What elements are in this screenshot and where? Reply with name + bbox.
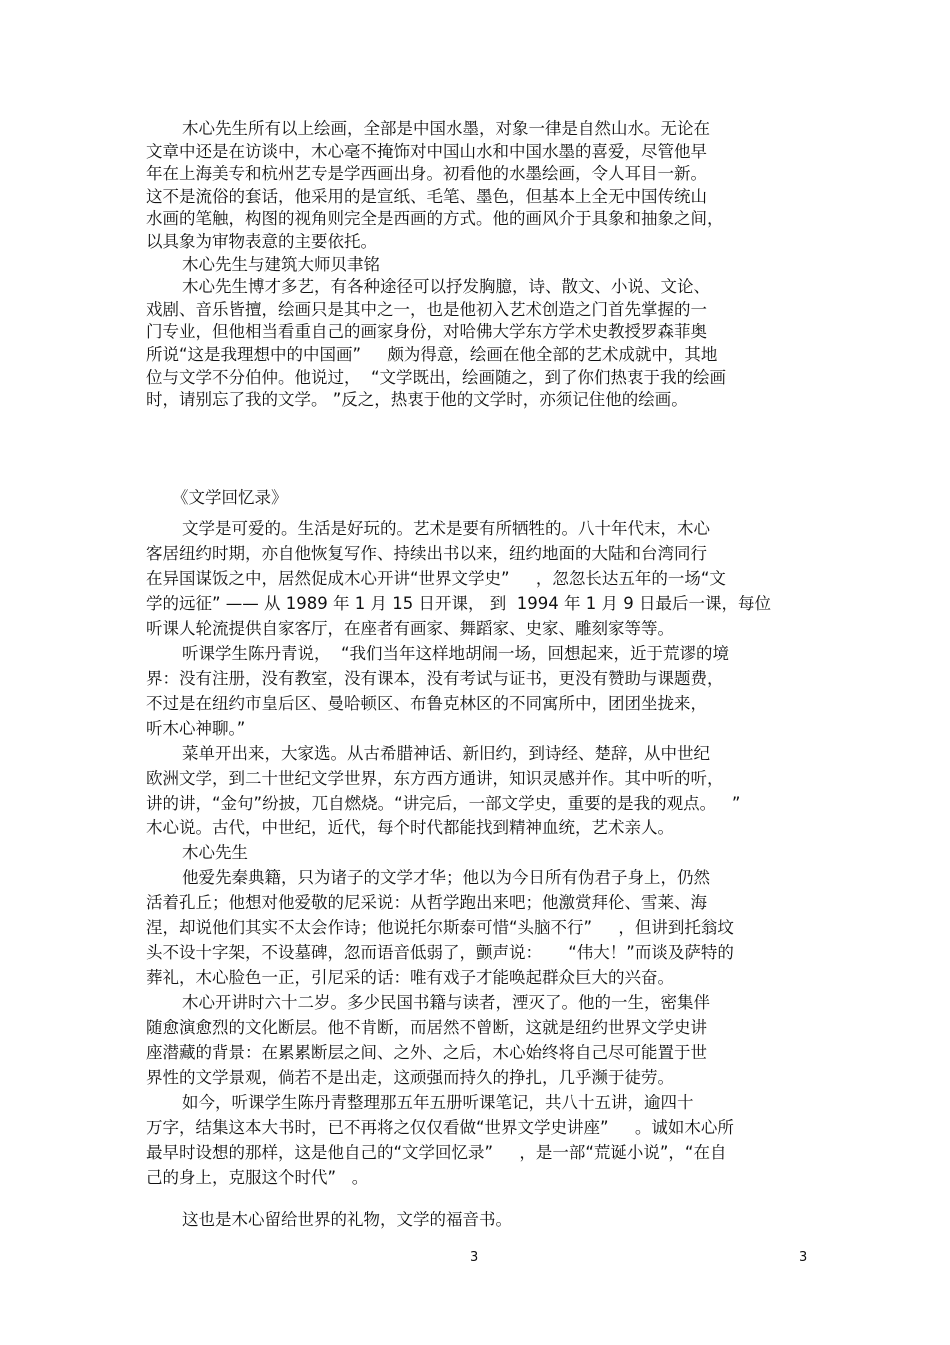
text-line: 涅，却说他们其实不太会作诗；他说托尔斯泰可惜“头脑不行” ，但讲到托翁坟 xyxy=(146,918,734,937)
page-number-right: 3 xyxy=(799,1250,808,1265)
text-line: 听木心神聊。” xyxy=(146,719,246,738)
text-line: 木心说。古代，中世纪，近代，每个时代都能找到精神血统，艺术亲人。 xyxy=(146,818,674,837)
text-line: 头不设十字架，不设墓碑，忽而语音低弱了，颤声说： “伟大！”而谈及萨特的 xyxy=(146,943,734,962)
text-line: 文学是可爱的。生活是好玩的。艺术是要有所牺牲的。八十年代末，木心 xyxy=(182,519,710,538)
text-line: 木心开讲时六十二岁。多少民国书籍与读者，湮灭了。他的一生，密集伴 xyxy=(182,993,710,1012)
page-number-center: 3 xyxy=(470,1250,479,1265)
text-line: 戏剧、音乐皆擅，绘画只是其中之一，也是他初入艺术创造之门首先掌握的一 xyxy=(146,300,707,319)
text-line: 菜单开出来，大家选。从古希腊神话、新旧约，到诗经、楚辞，从中世纪 xyxy=(182,744,710,763)
text-line: 万字，结集这本大书时，已不再将之仅仅看做“世界文学史讲座” 。诚如木心所 xyxy=(146,1118,734,1137)
text-line: 欧洲文学，到二十世纪文学世界，东方西方通讲，知识灵感并作。其中听的听， xyxy=(146,769,724,788)
text-line: 学的远征” —— 从 1989 年 1 月 15 日开课， 到 1994 年 1 月 9 日最后一课，每位 xyxy=(146,594,771,613)
text-line: 活着孔丘；他想对他爱敬的尼采说：从哲学跑出来吧；他激赏拜伦、雪莱、海 xyxy=(146,893,707,912)
text-line: 木心先生博才多艺，有各种途径可以抒发胸臆，诗、散文、小说、文论、 xyxy=(182,277,710,296)
text-line: 界性的文学景观，倘若不是出走，这顽强而持久的挣扎，几乎濒于徒劳。 xyxy=(146,1068,674,1087)
text-line: 客居纽约时期，亦自他恢复写作、持续出书以来，纽约地面的大陆和台湾同行 xyxy=(146,544,707,563)
text-line: 界：没有注册，没有教室，没有课本，没有考试与证书，更没有赞助与课题费， xyxy=(146,669,724,688)
text-line: 所说“这是我理想中的中国画” 颇为得意，绘画在他全部的艺术成就中，其地 xyxy=(146,345,718,364)
text-line: 听课学生陈丹青说， “我们当年这样地胡闹一场，回想起来，近于荒谬的境 xyxy=(182,644,730,663)
text-line: 座潜藏的背景：在累累断层之间、之外、之后，木心始终将自己尽可能置于世 xyxy=(146,1043,707,1062)
text-line: 最早时设想的那样，这是他自己的“文学回忆录” ，是一部“荒诞小说”，“在自 xyxy=(146,1143,727,1162)
text-line: 讲的讲，“金句”纷披，兀自燃烧。“讲完后，一部文学史，重要的是我的观点。 ” xyxy=(146,794,741,813)
text-line: 木心先生与建筑大师贝聿铭 xyxy=(182,255,380,274)
text-line: 位与文学不分伯仲。他说过， “文学既出，绘画随之，到了你们热衷于我的绘画 xyxy=(146,368,727,387)
text-line: 在异国谋饭之中，居然促成木心开讲“世界文学史” ，忽忽长达五年的一场“文 xyxy=(146,569,726,588)
text-line: 时，请别忘了我的文学。 ”反之，热衷于他的文学时，亦须记住他的绘画。 xyxy=(146,390,688,409)
text-line: 己的身上，克服这个时代” 。 xyxy=(146,1168,369,1187)
text-line: 这不是流俗的套话，他采用的是宣纸、毛笔、墨色，但基本上全无中国传统山 xyxy=(146,187,707,206)
text-line: 以具象为审物表意的主要依托。 xyxy=(146,232,377,251)
text-line: 门专业，但他相当看重自己的画家身份，对哈佛大学东方学术史教授罗森菲奥 xyxy=(146,322,707,341)
text-line: 他爱先秦典籍，只为诸子的文学才华；他以为今日所有伪君子身上，仍然 xyxy=(182,868,710,887)
text-line: 不过是在纽约市皇后区、曼哈顿区、布鲁克林区的不同寓所中，团团坐拢来， xyxy=(146,694,707,713)
text-line: 随愈演愈烈的文化断层。他不肯断，而居然不曾断，这就是纽约世界文学史讲 xyxy=(146,1018,707,1037)
text-line: 这也是木心留给世界的礼物，文学的福音书。 xyxy=(182,1210,512,1229)
text-line: 水画的笔触，构图的视角则完全是西画的方式。他的画风介于具象和抽象之间， xyxy=(146,209,724,228)
text-line: 年在上海美专和杭州艺专是学西画出身。初看他的水墨绘画，令人耳目一新。 xyxy=(146,164,707,183)
text-line: 葬礼，木心脸色一正，引尼采的话：唯有戏子才能唤起群众巨大的兴奋。 xyxy=(146,968,674,987)
text-line: 木心先生所有以上绘画，全部是中国水墨，对象一律是自然山水。无论在 xyxy=(182,119,710,138)
text-line: 《文学回忆录》 xyxy=(172,488,288,507)
text-line: 文章中还是在访谈中，木心毫不掩饰对中国山水和中国水墨的喜爱，尽管他早 xyxy=(146,142,707,161)
text-line: 听课人轮流提供自家客厅，在座者有画家、舞蹈家、史家、雕刻家等等。 xyxy=(146,619,674,638)
text-line: 木心先生 xyxy=(182,843,248,862)
text-line: 如今，听课学生陈丹青整理那五年五册听课笔记，共八十五讲，逾四十 xyxy=(182,1093,694,1112)
